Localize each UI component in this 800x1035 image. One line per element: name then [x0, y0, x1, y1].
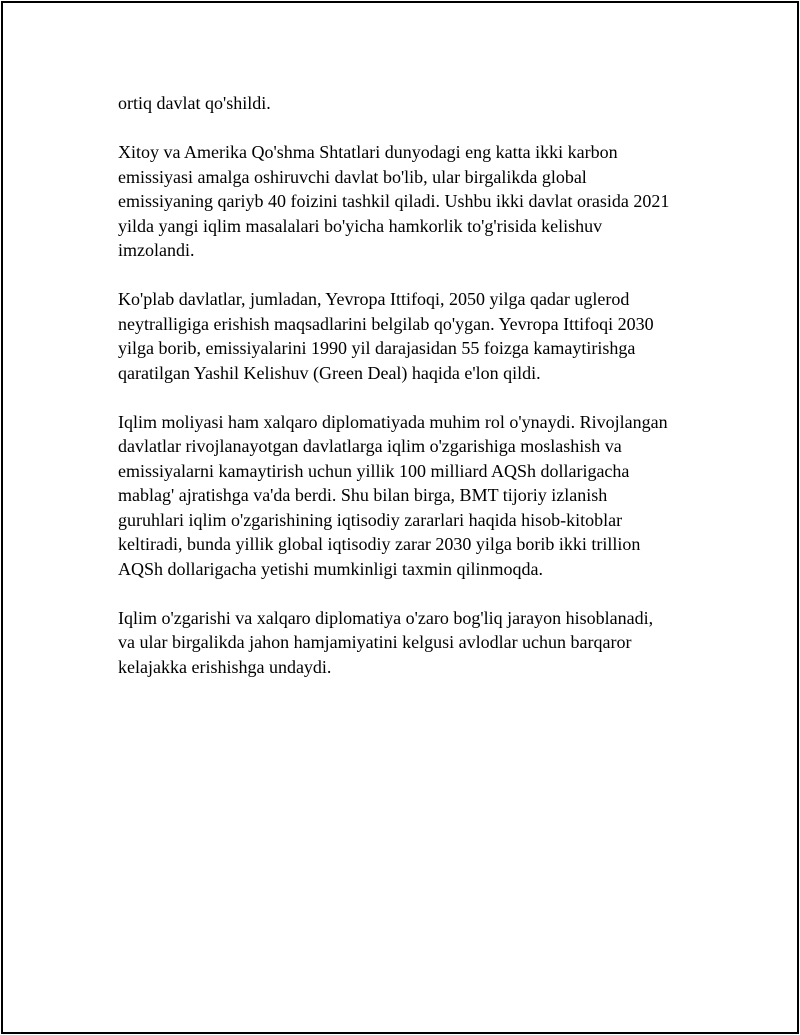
paragraph-1: [118, 91, 718, 116]
text-line: neytralligiga erishish maqsadlarini belgilab qo'ygan. Yevropa Ittifoqi 2030: [118, 313, 654, 334]
text-line: va ular birgalikda jahon hamjamiyatini kelgusi avlodlar uchun barqaror: [118, 632, 632, 652]
paragraph-4: [118, 410, 718, 582]
text-line: keltiradi, bunda yillik global iqtisodiy zarar 2030 yilga borib ikki trillion: [118, 534, 641, 554]
paragraph-3: [118, 287, 718, 385]
text-line: emissiyaning qariyb 40 foizini tashkil qiladi. Ushbu ikki davlat orasida 2021: [118, 191, 670, 211]
text-line: kelajakka erishishga undaydi.: [118, 656, 332, 677]
paragraph-5: [118, 606, 718, 680]
text-line: yilda yangi iqlim masalalari bo'yicha hamkorlik to'g'risida kelishuv: [118, 215, 603, 236]
text-line: Iqlim o'zgarishi va xalqaro diplomatiya o'zaro bog'liq jarayon hisoblanadi,: [118, 607, 654, 628]
text-line: AQSh dollarigacha yetishi mumkinligi taxmin qilinmoqda.: [118, 558, 543, 579]
text-line: guruhlari iqlim o'zgarishining iqtisodiy zararlari haqida hisob-kitoblar: [118, 509, 623, 530]
text-line: Iqlim moliyasi ham xalqaro diplomatiyada muhim rol o'ynaydi. Rivojlangan: [118, 411, 668, 432]
text-line: ortiq davlat qo'shildi.: [118, 93, 271, 113]
text-line: yilga borib, emissiyalarini 1990 yil darajasidan 55 foizga kamaytirishga: [118, 338, 636, 358]
paragraph-2: [118, 140, 718, 263]
text-line: imzolandi.: [118, 240, 195, 260]
text-line: davlatlar rivojlanayotgan davlatlarga iqlim o'zgarishiga moslashish va: [118, 436, 622, 456]
text-line: qaratilgan Yashil Kelishuv (Green Deal) haqida e'lon qildi.: [118, 362, 541, 383]
document-page: [1, 1, 799, 1034]
text-line: Ko'plab davlatlar, jumladan, Yevropa Ittifoqi, 2050 yilga qadar uglerod: [118, 289, 630, 309]
text-line: emissiyasi amalga oshiruvchi davlat bo'lib, ular birgalikda global: [118, 166, 587, 187]
text-line: emissiyalarni kamaytirish uchun yillik 100 milliard AQSh dollarigacha: [118, 460, 630, 481]
text-line: Xitoy va Amerika Qo'shma Shtatlari dunyodagi eng katta ikki karbon: [118, 142, 618, 162]
text-line: mablag' ajratishga va'da berdi. Shu bilan birga, BMT tijoriy izlanish: [118, 485, 608, 505]
document-body: [118, 91, 718, 704]
